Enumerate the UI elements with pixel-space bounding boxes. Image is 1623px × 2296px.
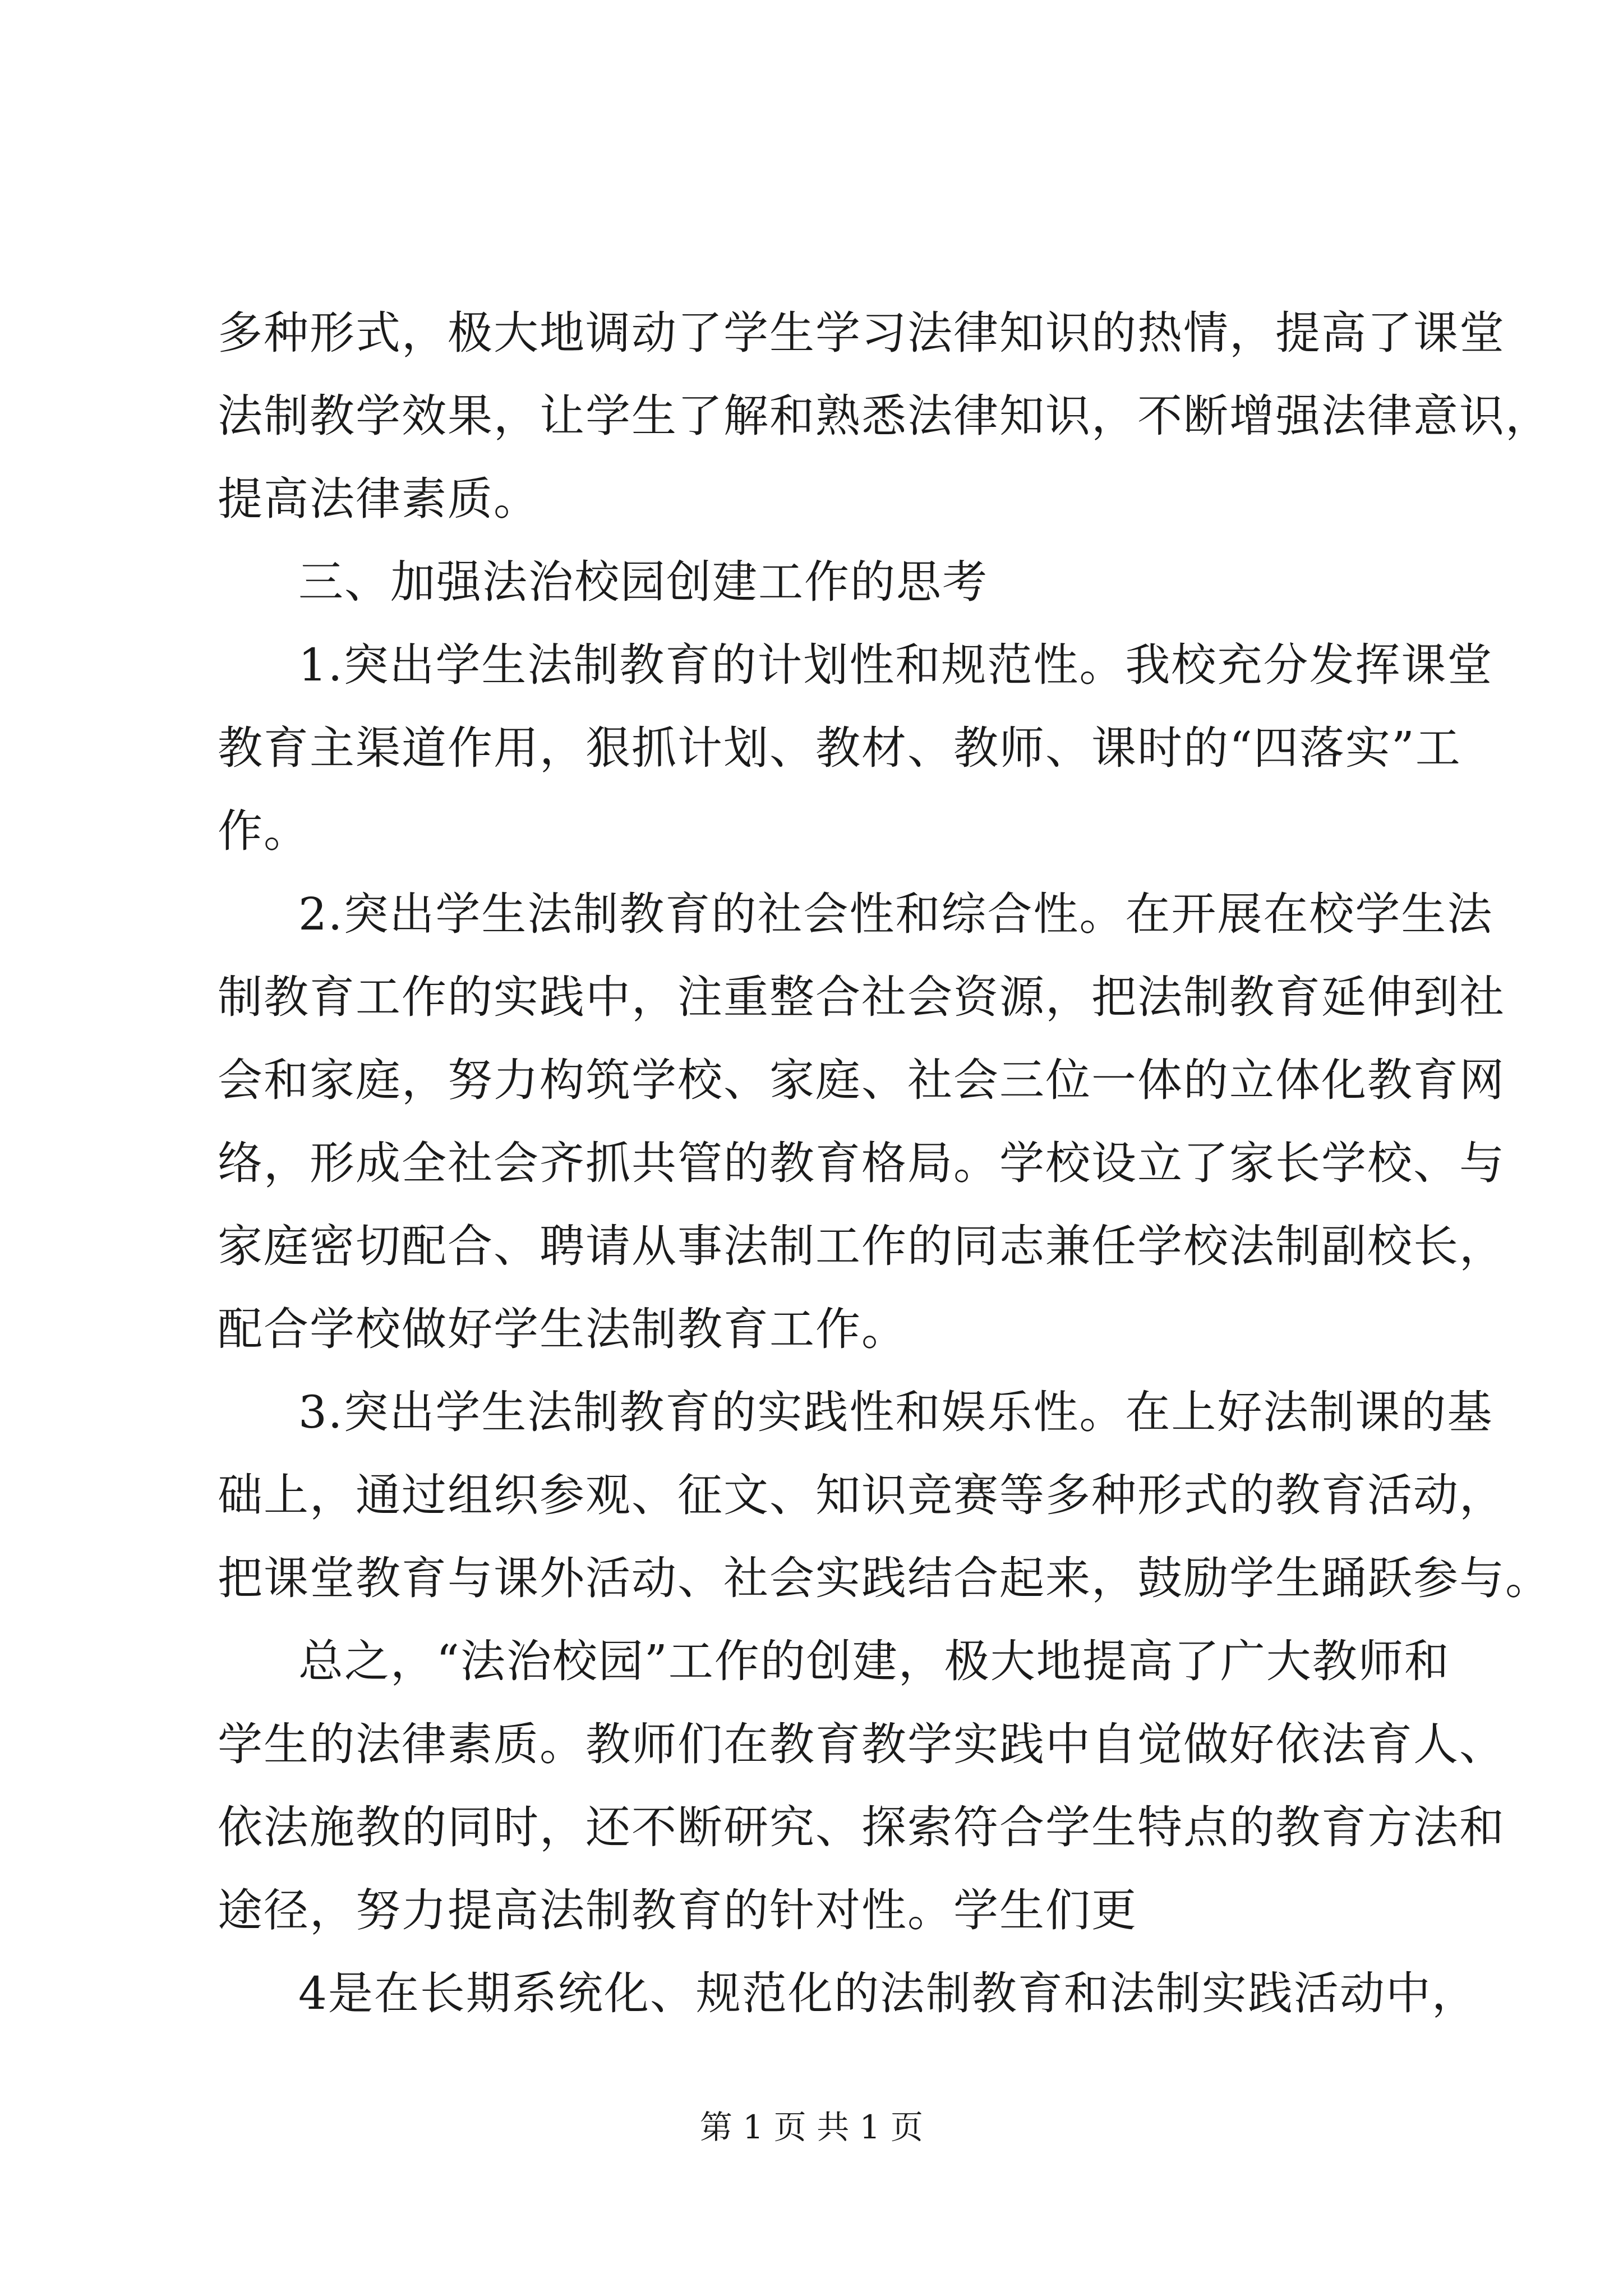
text-line: 法制教学效果，让学生了解和熟悉法律知识，不断增强法律意识， (218, 390, 1551, 442)
text-line: 学生的法律素质。教师们在教育教学实践中自觉做好依法育人、 (218, 1718, 1505, 1770)
paragraph-first-line: 1.突出学生法制教育的计划性和规范性。我校充分发挥课堂 (298, 639, 1493, 691)
text-line: 把课堂教育与课外活动、社会实践结合起来，鼓励学生踊跃参与。 (218, 1552, 1551, 1604)
text-line: 础上，通过组织参观、征文、知识竞赛等多种形式的教育活动， (218, 1469, 1505, 1521)
page-number-footer: 第 1 页 共 1 页 (700, 2108, 923, 2146)
paragraph-first-line: 2.突出学生法制教育的社会性和综合性。在开展在校学生法 (298, 888, 1493, 940)
text-line: 络，形成全社会齐抓共管的教育格局。学校设立了家长学校、与 (218, 1137, 1505, 1189)
section-heading: 三、加强法治校园创建工作的思考 (298, 556, 988, 608)
text-line: 家庭密切配合、聘请从事法制工作的同志兼任学校法制副校长， (218, 1220, 1505, 1272)
text-line: 会和家庭，努力构筑学校、家庭、社会三位一体的立体化教育网 (218, 1054, 1505, 1106)
paragraph-first-line: 4是在长期系统化、规范化的法制教育和法制实践活动中， (298, 1967, 1478, 2019)
text-line: 作。 (218, 805, 310, 857)
document-body (218, 292, 1551, 2035)
text-line: 配合学校做好学生法制教育工作。 (218, 1303, 907, 1355)
text-line: 制教育工作的实践中，注重整合社会资源，把法制教育延伸到社 (218, 971, 1505, 1023)
text-line: 途径，努力提高法制教育的针对性。学生们更 (218, 1884, 1137, 1936)
text-line: 教育主渠道作用，狠抓计划、教材、教师、课时的“四落实”工 (218, 722, 1461, 774)
paragraph-first-line: 总之，“法治校园”工作的创建，极大地提高了广大教师和 (298, 1635, 1450, 1687)
text-line: 依法施教的同时，还不断研究、探索符合学生特点的教育方法和 (218, 1801, 1505, 1853)
text-line: 多种形式，极大地调动了学生学习法律知识的热情，提高了课堂 (218, 307, 1505, 359)
paragraph-first-line: 3.突出学生法制教育的实践性和娱乐性。在上好法制课的基 (298, 1386, 1493, 1438)
text-line: 提高法律素质。 (218, 473, 540, 525)
